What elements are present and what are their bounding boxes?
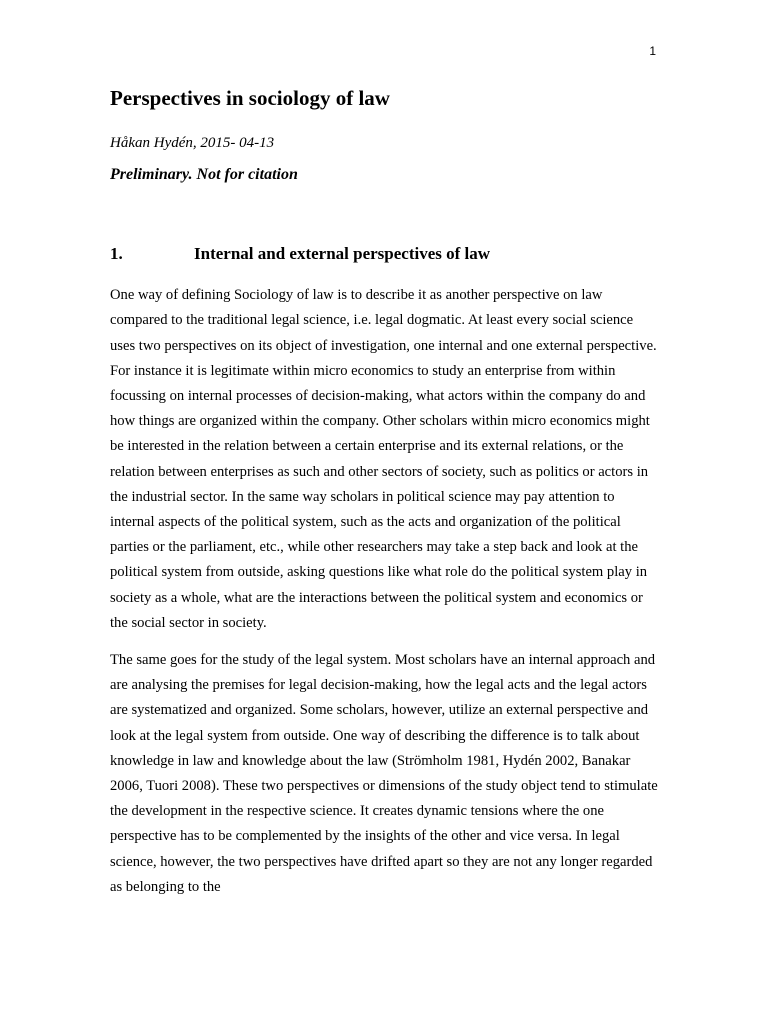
document-title: Perspectives in sociology of law (110, 86, 390, 110)
paragraph-2: The same goes for the study of the legal system. Most scholars have an internal approach and are analysing the premises for legal decision-making, how the legal acts and the legal actors are systematized and organized. Some scholars, however, utilize an external perspective and look at the legal system from outside. One way of describing the difference is to talk about knowledge in law and knowledge about the law (Strömholm 1981, Hydén 2002, Banakar 2006, Tuori 2008). These two perspectives or dimensions of the study object tend to stimulate the development in the respective science. It creates dynamic tensions where the one perspective has to be complemented by the insights of the other and vice versa. In legal science, however, the two perspectives have drifted apart so they are not any longer regarded as belonging to the (110, 652, 658, 895)
paragraph-1: One way of defining Sociology of law is to describe it as another perspective on law compared to the traditional legal science, i.e. legal dogmatic. At least every social science uses two perspectives on its object of investigation, one internal and one external perspective. For instance it is legitimate within micro economics to study an enterprise from within focussing on internal processes of decision-making, what actors within the company do and how things are organized within the company. Other scholars within micro economics might be interested in the relation between a certain enterprise and its external relations, or the relation between enterprises as such and other sectors of society, such as politics or actors in the industrial sector. In the same way scholars in political science may pay attention to internal aspects of the political system, such as the acts and organization of the political parties or the parliament, etc., while other researchers may take a step back and look at the political system from outside, asking questions like what role do the political system play in society as a whole, what are the interactions between the political system and economics or the social sector in society. (110, 287, 657, 631)
section-number: 1. (110, 244, 123, 264)
preliminary-note: Preliminary. Not for citation (110, 166, 298, 184)
author-date-line: Håkan Hydén, 2015- 04-13 (110, 135, 275, 152)
page-number: 1 (649, 44, 656, 58)
section-heading (110, 244, 660, 264)
section-title: Internal and external perspectives of law (194, 244, 491, 264)
document-body (110, 86, 660, 912)
